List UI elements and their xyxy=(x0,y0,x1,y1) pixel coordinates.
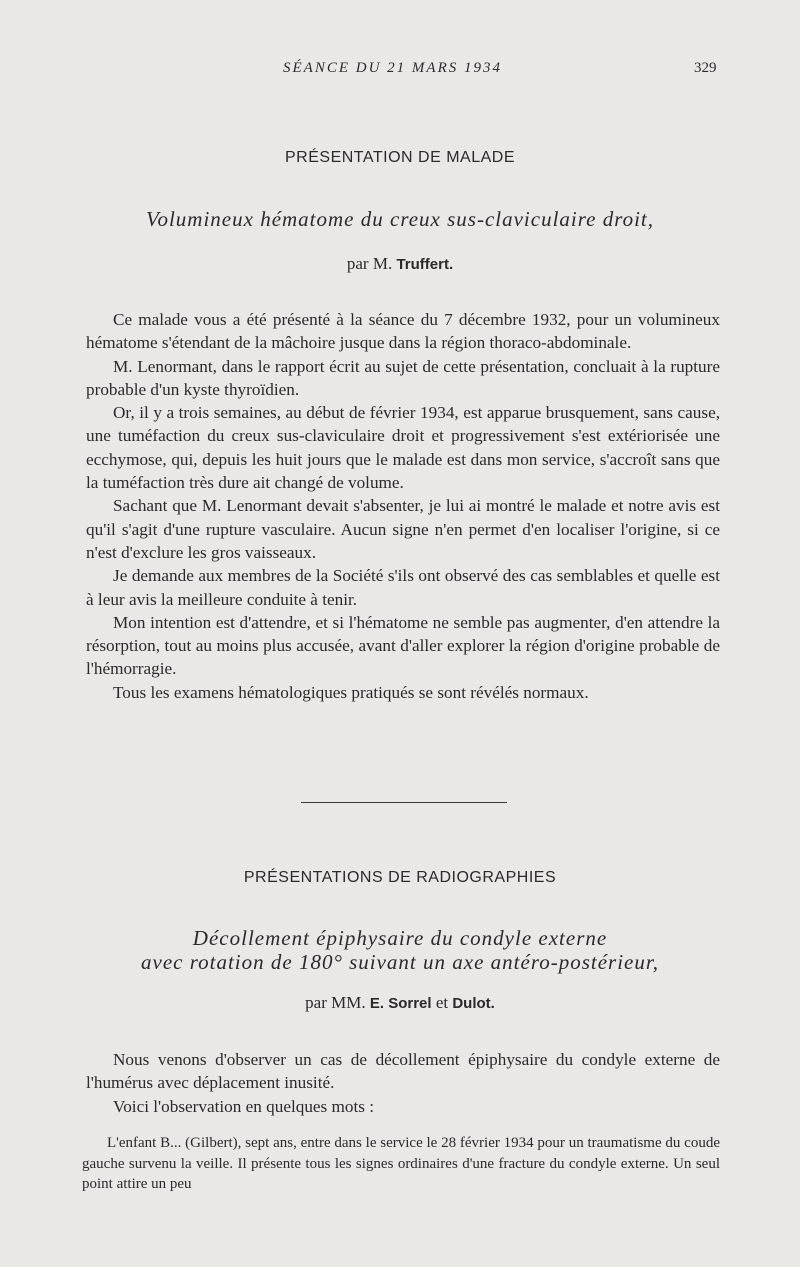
running-title: SÉANCE DU 21 MARS 1934 xyxy=(283,60,502,76)
author-name: Truffert. xyxy=(396,256,454,273)
paragraph: Mon intention est d'attendre, et si l'hématome ne semble pas augmenter, d'en attendre la résorption, tout au moins plus accusée, avant d'aller explorer la région d'origine probable de l'hémorragie. xyxy=(86,612,720,679)
paragraph: Tous les examens hématologiques pratiqués se sont révélés normaux. xyxy=(113,682,589,702)
running-header xyxy=(0,60,800,80)
article-title-hematome: Volumineux hématome du creux sus-claviculaire droit, xyxy=(145,207,655,231)
paragraph: Nous venons d'observer un cas de décollement épiphysaire du condyle externe de l'humérus avec déplacement inusité. xyxy=(86,1050,720,1093)
paragraph: L'enfant B... (Gilbert), sept ans, entre dans le service le 28 février 1934 pour un traumatisme du coude gauche survenu la veille. Il présente tous les signes ordinaires d'une fracture du condyle externe. Un seul point attire un peu xyxy=(82,1135,720,1192)
author-name: Dulot. xyxy=(452,995,495,1012)
paragraph: Ce malade vous a été présenté à la séance du 7 décembre 1932, pour un volumineux hématome s'étendant de la mâchoire jusque dans la région thoraco-abdominale. xyxy=(86,310,720,353)
section-heading-presentation-malade: PRÉSENTATION DE MALADE xyxy=(285,149,515,166)
article-body-hematome xyxy=(86,308,720,704)
paragraph: Je demande aux membres de la Société s'ils ont observé des cas semblables et quelle est à leur avis la meilleure conduite à tenir. xyxy=(86,566,720,609)
byline-prefix: par MM. xyxy=(305,993,366,1012)
section-heading-radiographies: PRÉSENTATIONS DE RADIOGRAPHIES xyxy=(243,869,557,886)
title-line: avec rotation de 180° suivant un axe antéro-postérieur, xyxy=(141,950,659,974)
paragraph: M. Lenormant, dans le rapport écrit au sujet de cette présentation, concluait à la rupture probable d'un kyste thyroïdien. xyxy=(86,356,720,399)
author-name: E. Sorrel xyxy=(369,995,432,1012)
byline-truffert xyxy=(0,254,800,274)
paragraph: Voici l'observation en quelques mots : xyxy=(113,1096,375,1116)
observation-text xyxy=(82,1133,720,1195)
paragraph: Sachant que M. Lenormant devait s'absenter, je lui ai montré le malade et notre avis est qu'il s'agit d'une rupture vasculaire. Aucun signe n'en permet d'en localiser l'origine, si ce n'est d'exclure les gros vaisseaux. xyxy=(86,496,720,562)
byline-and: et xyxy=(435,993,449,1012)
byline-sorrel-dulot xyxy=(0,993,800,1013)
article-body-decollement xyxy=(86,1048,720,1118)
page-number: 329 xyxy=(694,60,717,76)
section-divider xyxy=(301,802,507,803)
article-title-decollement xyxy=(80,926,720,974)
paragraph: Or, il y a trois semaines, au début de février 1934, est apparue brusquement, sans cause, une tuméfaction du creux sus-claviculaire droit et progressivement s'est extériorisée une ecchymose, qui, depuis les huit jours que le malade est dans mon service, s'accroît sans que la tuméfaction très dure ait changé de volume. xyxy=(86,403,720,493)
title-line: Décollement épiphysaire du condyle externe xyxy=(192,926,608,950)
byline-prefix: par M. xyxy=(346,254,393,273)
